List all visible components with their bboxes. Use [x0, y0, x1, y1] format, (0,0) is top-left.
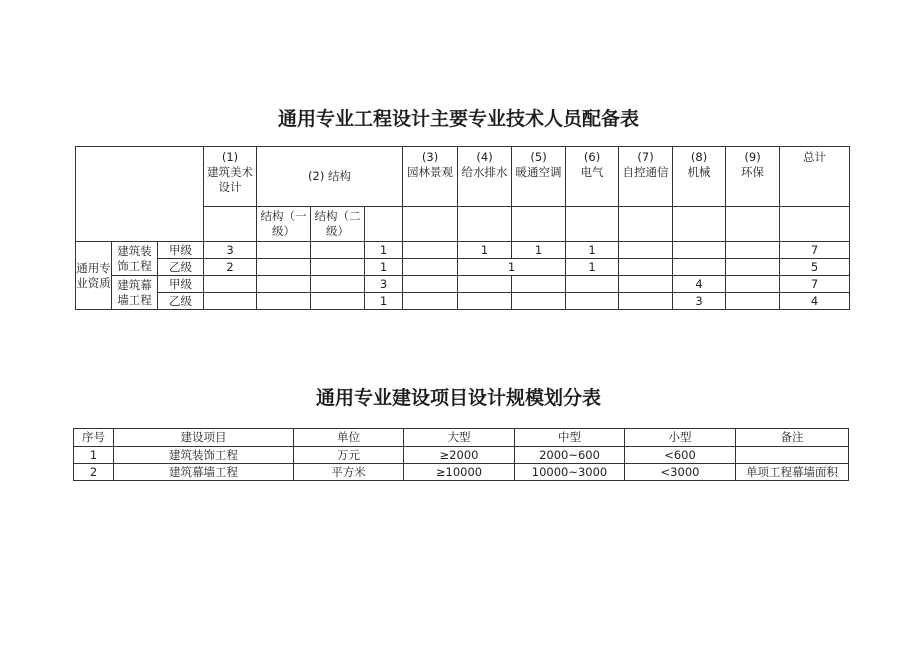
table-row: 建筑幕墙工程 甲级 3 4 7	[76, 276, 850, 293]
scale-table	[73, 428, 849, 481]
col7-header: (7) 自控通信	[619, 147, 673, 207]
staff-table-title: 通用专业工程设计主要专业技术人员配备表	[277, 108, 639, 130]
col5-header: (5) 暖通空调	[512, 147, 566, 207]
scale-table-title: 通用专业建设项目设计规模划分表	[315, 387, 601, 409]
col1-header: (1) 建筑美术设计	[204, 147, 257, 207]
table-row: 通用专业资质 建筑装饰工程 甲级 3 1 1 1 1 7	[76, 242, 850, 259]
group-label: 通用专业资质	[76, 242, 112, 310]
col2-sub1: 结构（一级）	[257, 207, 311, 242]
col4-header: (4) 给水排水	[458, 147, 512, 207]
subcat-curtainwall: 建筑幕墙工程	[112, 276, 158, 310]
table-row: 乙级 1 3 4	[76, 293, 850, 310]
total-header: 总计	[780, 147, 850, 207]
table-row: 2 建筑幕墙工程 平方米 ≥10000 10000~3000 <3000 单项工程幕墙面积	[74, 464, 849, 481]
corner-cell	[76, 147, 204, 242]
col6-header: (6) 电气	[566, 147, 619, 207]
staff-table	[75, 146, 850, 310]
col9-header: (9) 环保	[726, 147, 780, 207]
scale-header-row: 序号 建设项目 单位 大型 中型 小型 备注	[74, 429, 849, 447]
table-row: 1 建筑装饰工程 万元 ≥2000 2000~600 <600	[74, 447, 849, 464]
subcat-decoration: 建筑装饰工程	[112, 242, 158, 276]
col3-header: (3) 园林景观	[403, 147, 458, 207]
col2-header: (2) 结构	[257, 147, 403, 207]
col8-header: (8) 机械	[673, 147, 726, 207]
table-row: 乙级 2 1 1 1 5	[76, 259, 850, 276]
col2-sub2: 结构（二级）	[311, 207, 365, 242]
